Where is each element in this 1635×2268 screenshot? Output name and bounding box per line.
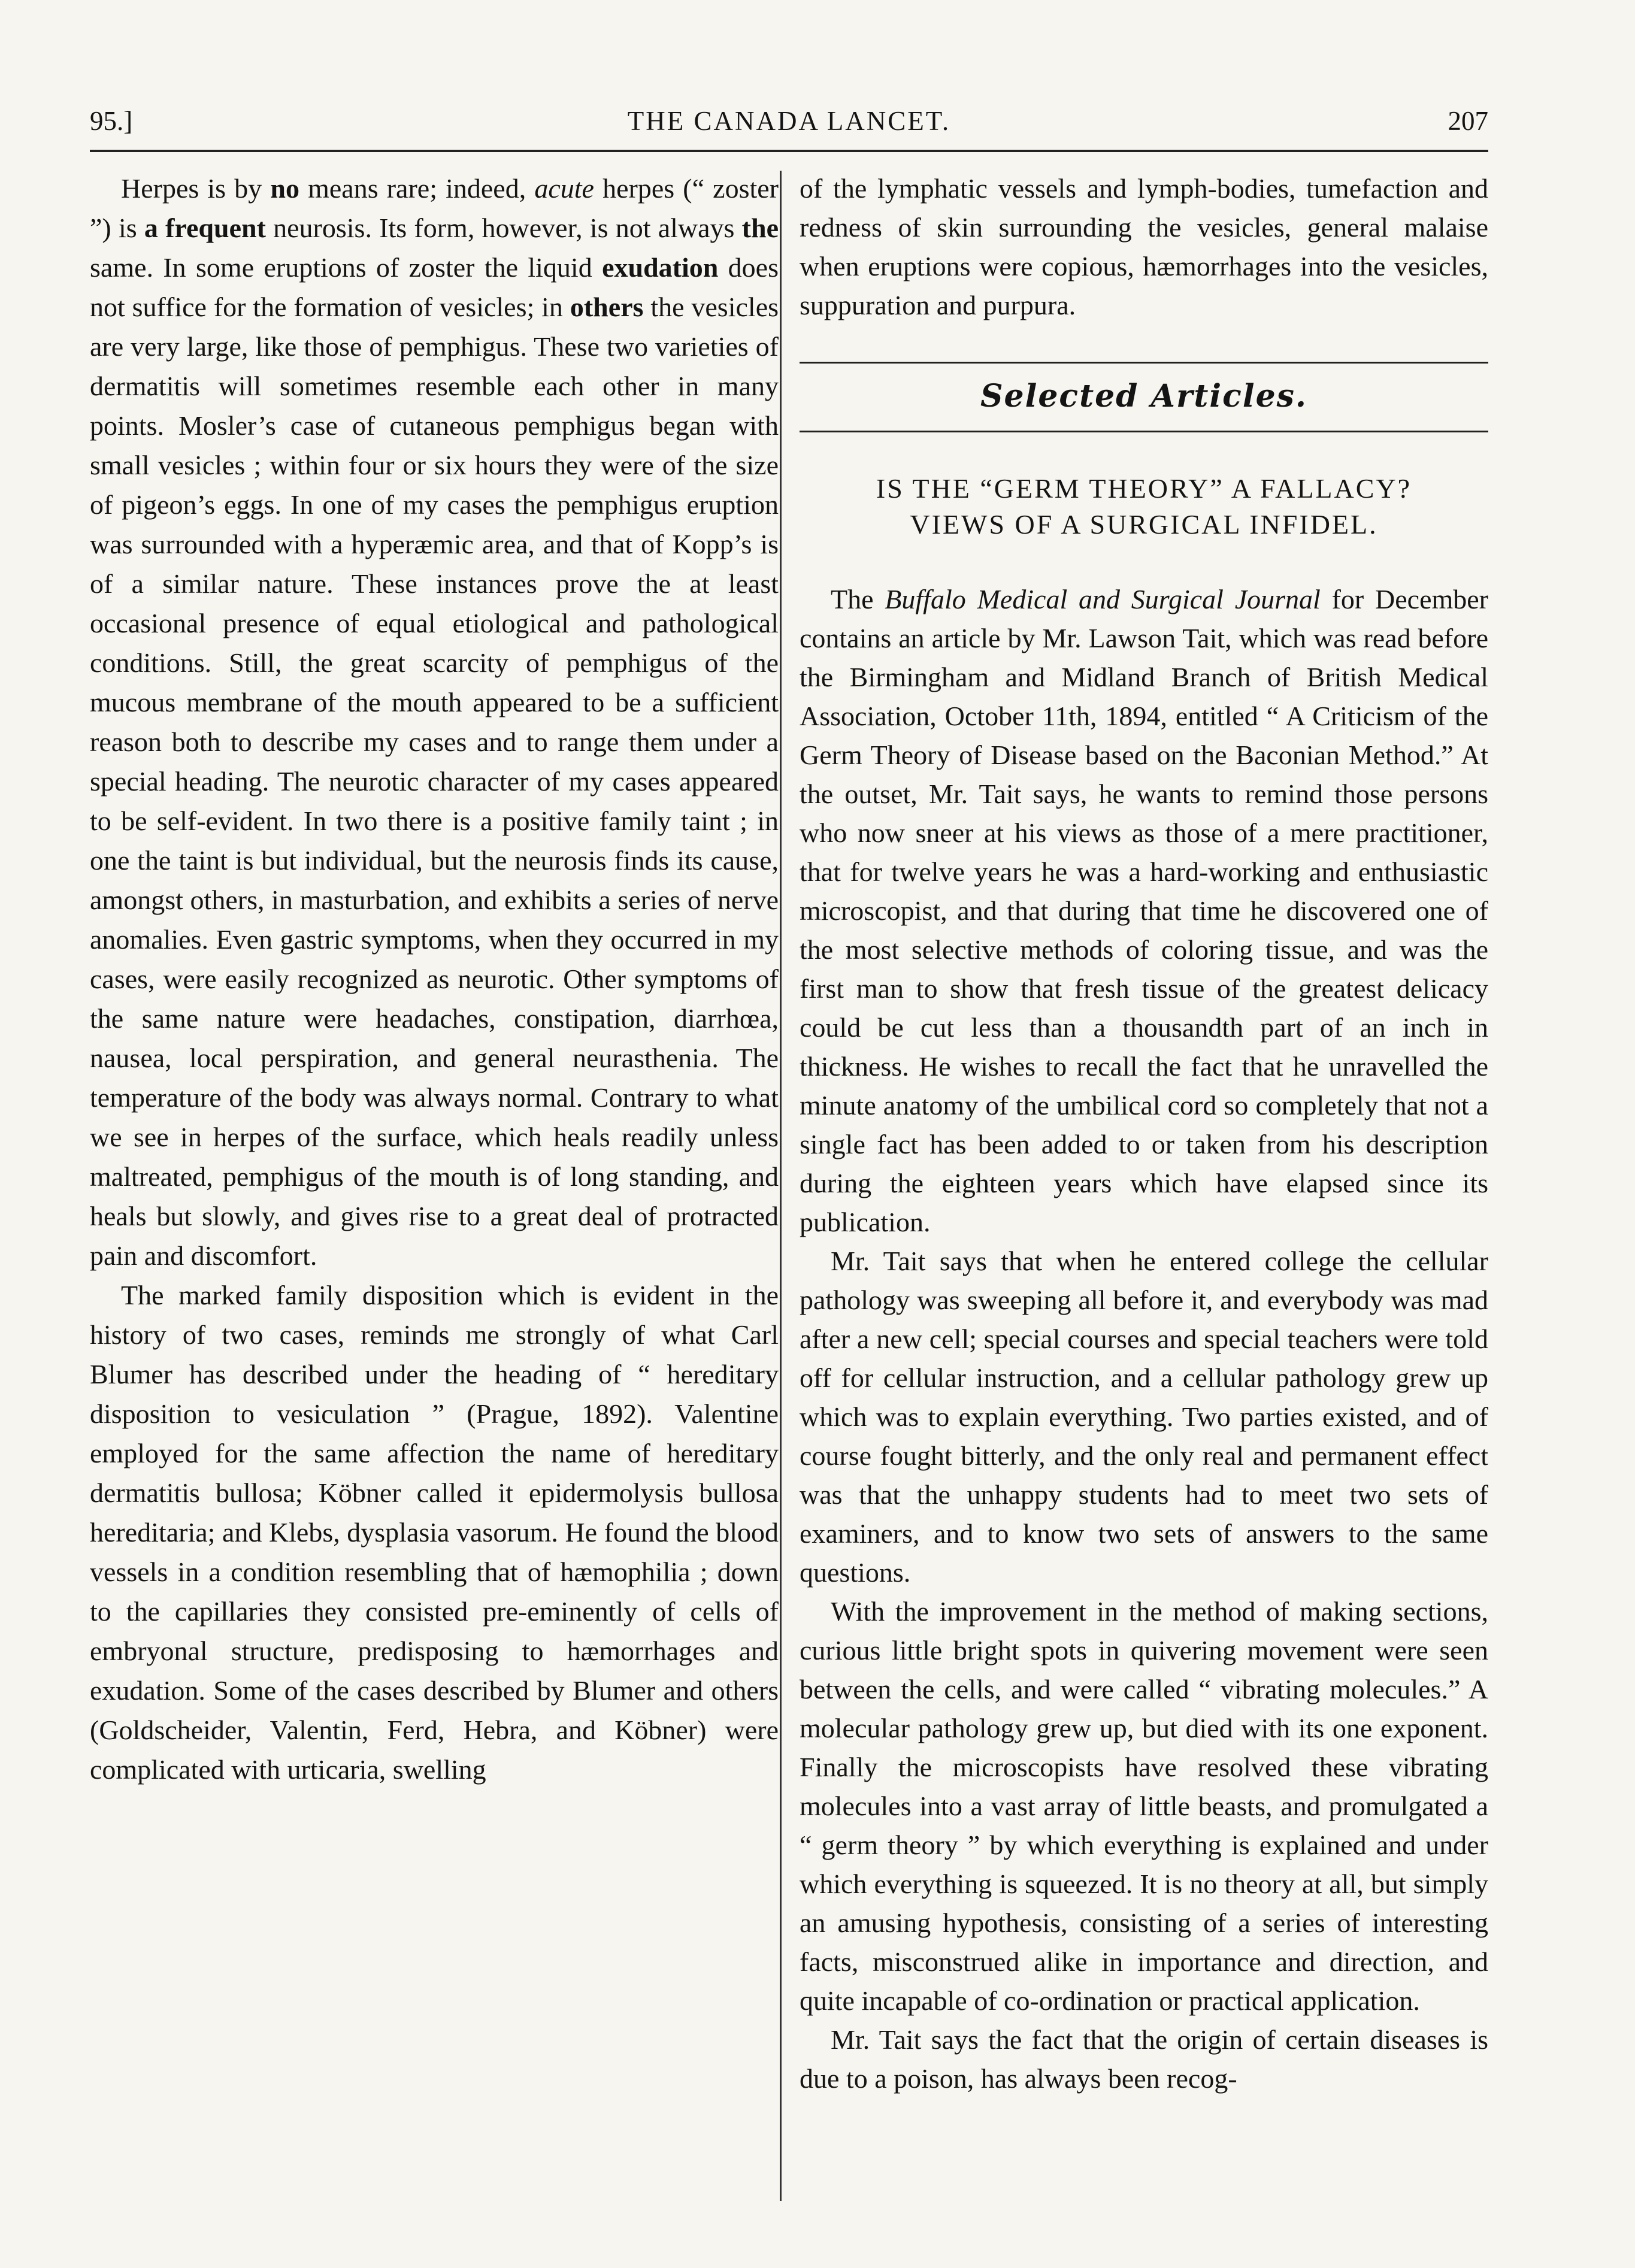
text-run: others xyxy=(570,292,644,322)
journal-title: THE CANADA LANCET. xyxy=(627,106,951,136)
text-run: herpes (“ zoster ”) is xyxy=(90,173,779,243)
article-title-line-2: VIEWS OF A SURGICAL INFIDEL. xyxy=(910,509,1378,540)
text-run: means rare; indeed, xyxy=(299,173,535,204)
text-run: for December contains an article by Mr. Lawson Tait, which was read before the Birmingham and Midland Branch of British Medical Association, October 11th, 1894, entitled “ A Criticism of the Germ Theory of Disease based on the Baconian Method.” At the outset, Mr. Tait says, he wants to remind those persons who now sneer at his views as those of a mere practitioner, that for twelve years he was a hard-working and enthusiastic microscopist, and that during that time he discovered one of the most selective methods of coloring tissue, and was the first man to show that fresh tissue of the greatest delicacy could be cut less than a thousandth part of an inch in thickness. He wishes to recall the fact that he unravelled the minute anatomy of the umbilical cord so completely that not a single fact has been added to or taken from his description during the eighteen years which have elapsed since its publication. xyxy=(800,584,1489,1237)
article-title-line-1: IS THE “GERM THEORY” A FALLACY? xyxy=(876,473,1412,504)
text-run: The xyxy=(831,584,885,614)
header-rule xyxy=(90,150,1488,152)
text-run: the xyxy=(741,213,779,243)
page-number: 207 xyxy=(1448,106,1488,136)
journal-name: Buffalo Medical and Surgical Journal xyxy=(885,584,1321,614)
running-header xyxy=(90,105,1488,147)
section-rule-bottom xyxy=(800,431,1488,432)
left-column xyxy=(90,169,779,1789)
left-paragraph-2: The marked family disposition which is evident in the history of two cases, reminds me strongly of what Carl Blumer has described under the heading of “ hereditary disposition to vesiculation ” (Prague, 1892). Valentine employed for the same affection the name of hereditary dermatitis bullosa; Köbner called it epidermolysis bullosa hereditaria; and Klebs, dysplasia vasorum. He found the blood vessels in a condition resembling that of hæmophilia ; down to the capillaries they consisted pre-eminently of cells of embryonal structure, predisposing to hæmorrhages and exudation. Some of the cases described by Blumer and others (Goldscheider, Valentin, Ferd, Hebra, and Köbner) were complicated with urticaria, swelling xyxy=(90,1280,779,1785)
text-run: exudation xyxy=(602,252,719,283)
section-heading: Selected Articles. xyxy=(980,378,1308,414)
issue-reference: 95.] xyxy=(90,106,133,136)
text-run: does not suffice for the formation of vesicles; in xyxy=(90,252,779,322)
right-paragraph-4: Mr. Tait says the fact that the origin of certain diseases is due to a poison, has always been recog- xyxy=(800,2024,1488,2094)
text-run: Herpes is by xyxy=(121,173,271,204)
right-paragraph-1 xyxy=(800,580,1488,1242)
column-divider xyxy=(780,171,782,2201)
text-run: same. In some eruptions of zoster the liquid xyxy=(90,252,602,283)
text-run: a frequent xyxy=(144,213,266,243)
left-paragraph-1 xyxy=(90,169,779,1276)
right-paragraph-3: With the improvement in the method of making sections, curious little bright spots in quivering movement were seen between the cells, and were called “ vibrating molecules.” A molecular pathology grew up, but died with its one exponent. Finally the microscopists have resolved these vibrating molecules into a vast array of little beasts, and promulgated a “ germ theory ” by which everything is explained and under which everything is squeezed. It is no theory at all, but simply an amusing hypothesis, consisting of a series of interesting facts, misconstrued alike in importance and direction, and quite incapable of co-ordination or practical application. xyxy=(800,1596,1488,2016)
continued-paragraph: of the lymphatic vessels and lymph-bodies, tumefaction and redness of skin surrounding the vesicles, general malaise when eruptions were copious, hæmorrhages into the vesicles, suppuration and purpura. xyxy=(800,173,1488,320)
emphasis-acute: acute xyxy=(534,173,594,204)
right-paragraph-2: Mr. Tait says that when he entered college the cellular pathology was sweeping all before it, and everybody was mad after a new cell; special courses and special teachers were told off for cellular instruction, and a cellular pathology grew up which was to explain everything. Two parties existed, and of course fought bitterly, and the only real and permanent effect was that the unhappy students had to meet two sets of examiners, and to know two sets of answers to the same questions. xyxy=(800,1246,1488,1588)
text-run: no xyxy=(270,173,299,204)
article-title xyxy=(800,471,1488,543)
text-run: the vesicles are very large, like those of pemphigus. These two varieties of dermatitis will sometimes resemble each other in many points. Mosler’s case of cutaneous pemphigus began with small vesicles ; within four or six hours they were of the size of pigeon’s eggs. In one of my cases the pemphigus eruption was surrounded with a hyperæmic area, and that of Kopp’s is of a similar nature. These instances prove the at least occasional presence of equal etiological and pathological conditions. Still, the great scarcity of pemphigus of the mucous membrane of the mouth appeared to be a sufficient reason both to describe my cases and to range them under a special heading. The neurotic character of my cases appeared to be self-evident. In two there is a positive family taint ; in one the taint is but individual, but the neurosis finds its cause, amongst others, in masturbation, and exhibits a series of nerve anomalies. Even gastric symptoms, when they occurred in my cases, were easily recognized as neurotic. Other symptoms of the same nature were headaches, constipation, diarrhœa, nausea, local perspiration, and general neurasthenia. The temperature of the body was always normal. Contrary to what we see in herpes of the surface, which heals readily unless maltreated, pemphigus of the mouth is of long standing, and heals but slowly, and gives rise to a great deal of protracted pain and discomfort. xyxy=(90,292,779,1271)
text-run: neurosis. Its form, however, is not always xyxy=(265,213,742,243)
section-rule-top xyxy=(800,362,1488,364)
right-column xyxy=(800,169,1488,2098)
